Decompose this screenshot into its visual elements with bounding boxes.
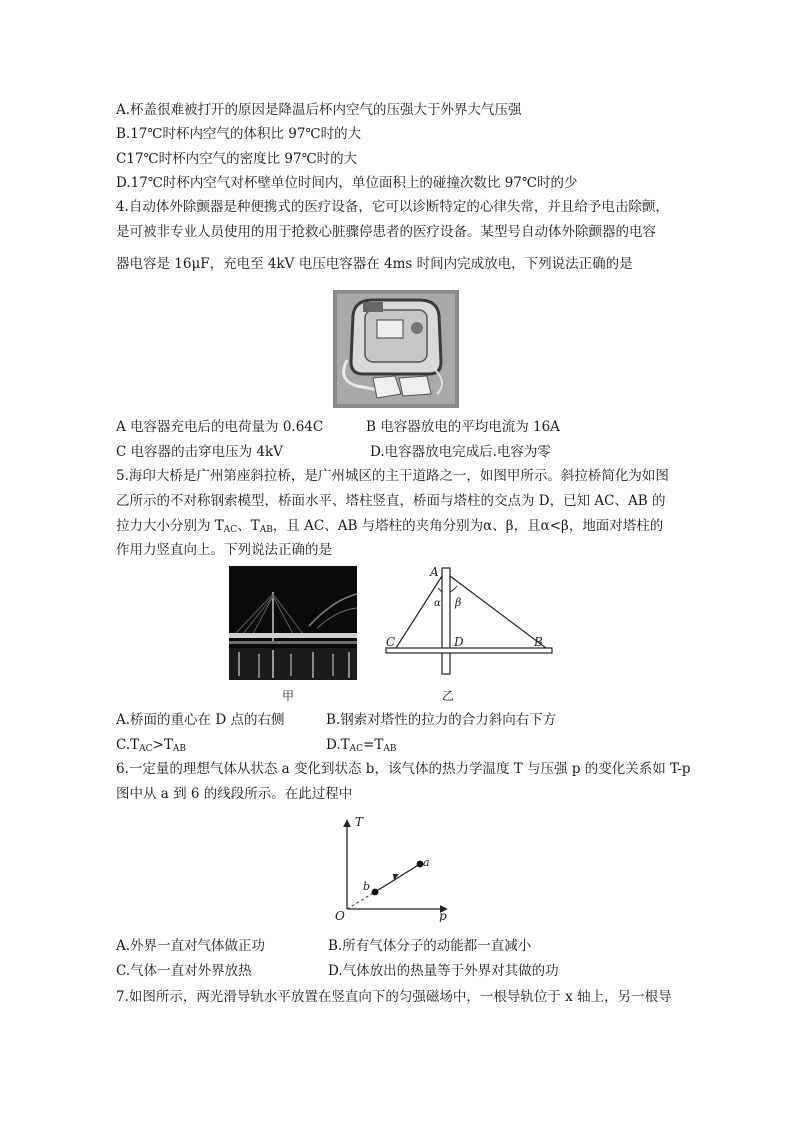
q5-option-c — [116, 736, 186, 758]
point-a-label: a — [423, 856, 430, 869]
figure-yi-caption: 乙 — [442, 689, 455, 703]
q5-option-d — [326, 736, 396, 758]
q5-stem-line1: 5.海印大桥是广州第座斜拉桥，是广州城区的主干道路之一，如图甲所示。斜拉桥简化为如图 — [116, 468, 669, 484]
q4-option-a: A 电容器充电后的电荷量为 0.64C — [116, 419, 324, 435]
q6-option-a: A.外界一直对气体做正功 — [116, 938, 266, 954]
q4-option-b: B 电容器放电的平均电流为 16A — [366, 419, 560, 435]
text: C.T — [116, 737, 140, 753]
t-p-graph — [333, 812, 458, 922]
q5-stem-line2: 乙所示的不对称钢索模型，桥面水平、塔柱竖直，桥面与塔柱的交点为 D，已知 AC、AB 的 — [116, 493, 666, 509]
q3-option-a: A.杯盖很难被打开的原因是降温后杯内空气的压强大于外界大气压强 — [116, 102, 522, 118]
q5-option-b: B.钢索对塔性的拉力的合力斜向右下方 — [326, 712, 557, 728]
q6-option-b: B.所有气体分子的动能都一直减小 — [328, 938, 532, 954]
q4-option-d: D.电容器放电完成后.电容为零 — [370, 444, 551, 460]
q5-stem-line4: 作用力竖直向上。下列说法正确的是 — [116, 542, 332, 558]
text: D.T — [326, 737, 350, 753]
p-axis-label: p — [439, 909, 447, 922]
q3-option-b: B.17℃时杯内空气的体积比 97℃时的大 — [116, 126, 362, 142]
q3-option-c: C17℃时杯内空气的密度比 97℃时的大 — [116, 151, 358, 167]
point-b — [372, 889, 379, 896]
q6-stem-line2: 图中从 a 到 6 的线段所示。在此过程中 — [116, 786, 353, 802]
subscript: AB — [259, 525, 273, 535]
q4-option-c: C 电容器的击穿电压为 4kV — [116, 444, 283, 460]
subscript: AB — [172, 744, 186, 754]
q5-stem-line3 — [116, 517, 663, 539]
q6-stem-line1: 6.一定量的理想气体从状态 a 变化到状态 b，该气体的热力学温度 T 与压强 p 的变化关系如 T-p — [116, 761, 691, 777]
q4-stem-line1: 4.自动体外除颤器是种便携式的医疗设备，它可以诊断特定的心律失常，并且给予电击除颤， — [116, 199, 669, 215]
subscript: AB — [383, 744, 397, 754]
q5-option-a: A.桥面的重心在 D 点的右侧 — [116, 712, 285, 728]
text: ，且 AC、AB 与塔柱的夹角分别为α、β，且α<β，地面对塔柱的 — [272, 518, 664, 534]
cable-model-diagram — [378, 562, 556, 680]
q7-stem-line1: 7.如图所示，两光滑导轨水平放置在竖直向下的匀强磁场中，一根导轨位于 x 轴上，另一根导 — [116, 989, 672, 1005]
q4-stem-line3: 器电容是 16μF，充电至 4kV 电压电容器在 4ms 时间内完成放电，下列说法正确的是 — [116, 256, 633, 272]
bridge-night-photo — [229, 566, 357, 680]
q4-stem-line2: 是可被非专业人员使用的用于抢救心脏骤停患者的医疗设备。某型号自动体外除颤器的电容 — [116, 224, 656, 240]
dashed-extension — [347, 892, 375, 909]
origin-label: O — [335, 909, 345, 922]
point-d-label: D — [454, 635, 464, 649]
defibrillator-photo — [333, 290, 459, 408]
cable-ab — [450, 576, 546, 648]
text: 、T — [237, 518, 260, 534]
subscript: AC — [223, 525, 238, 535]
point-c-label: C — [386, 635, 396, 649]
q3-option-d: D.17℃时杯内空气对杯壁单位时间内，单位面积上的碰撞次数比 97℃时的少 — [116, 175, 578, 191]
subscript: AC — [349, 744, 364, 754]
point-a-label: A — [430, 565, 439, 579]
text: =T — [363, 737, 384, 753]
point-b-label: B — [534, 635, 543, 649]
angle-beta-label: β — [455, 596, 462, 609]
subscript: AC — [139, 744, 153, 754]
deck — [386, 648, 552, 653]
cable-ac — [396, 576, 442, 648]
process-line-ab — [375, 864, 420, 892]
point-b-label: b — [363, 880, 371, 893]
text: >T — [152, 737, 173, 753]
q6-option-c: C.气体一直对外界放热 — [116, 963, 252, 979]
q6-option-d: D.气体放出的热量等于外界对其做的功 — [328, 963, 559, 979]
figure-jia-caption: 甲 — [282, 689, 295, 703]
angle-alpha-label: α — [434, 598, 441, 609]
tower — [442, 568, 450, 674]
t-axis-label: T — [355, 815, 364, 829]
text: 拉力大小分别为 T — [116, 518, 224, 534]
